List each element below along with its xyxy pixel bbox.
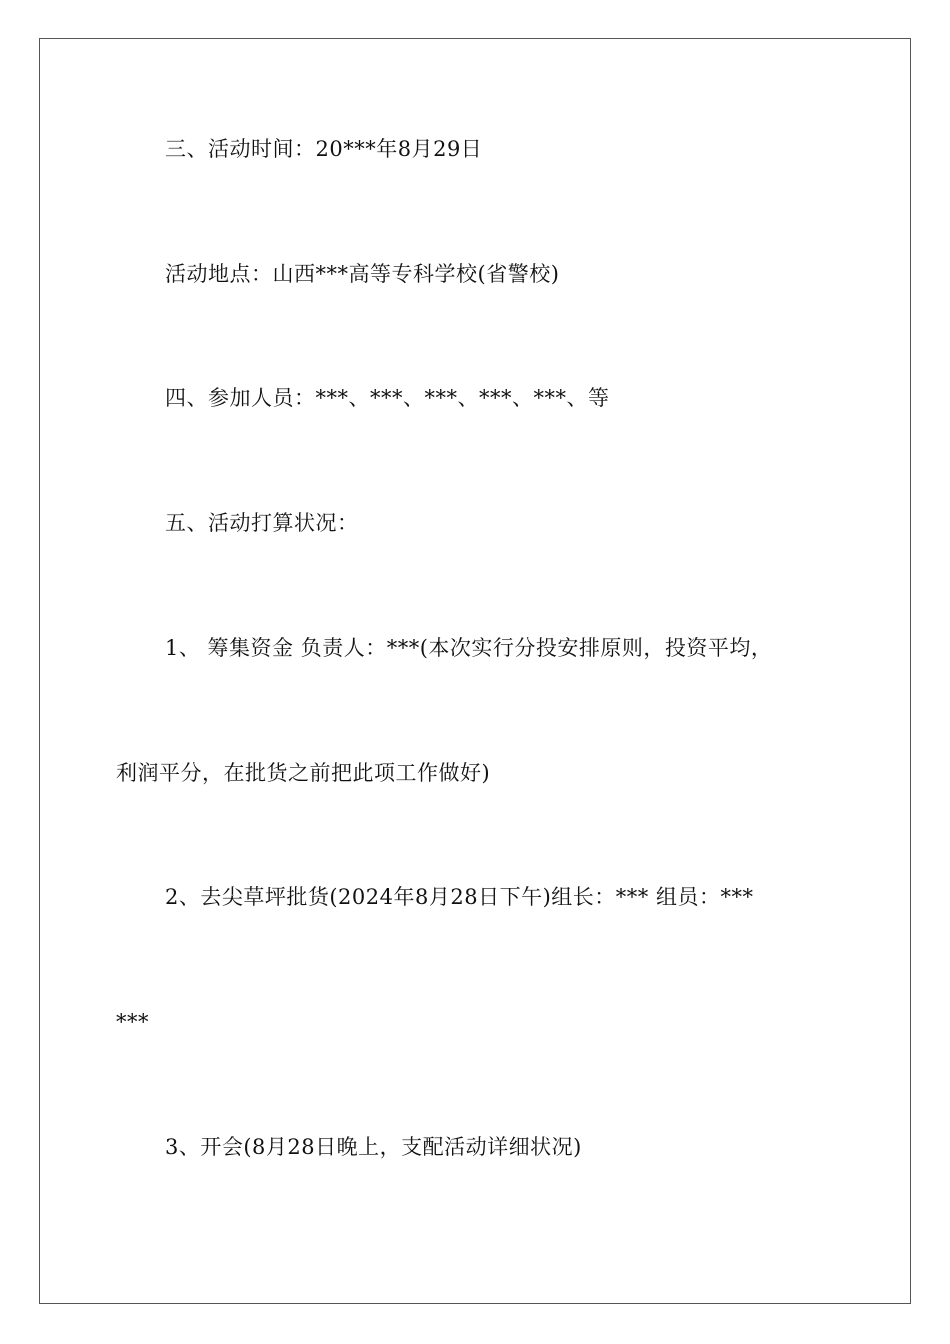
plan-item-1-continuation: 利润平分，在批货之前把此项工作做好) <box>116 761 491 785</box>
plan-item-2: 2、去尖草坪批货(2024年8月28日下午)组长：*** 组员：*** <box>165 885 754 909</box>
participants-line: 四、参加人员：***、***、***、***、***、等 <box>165 386 610 410</box>
plan-item-2-continuation: *** <box>116 1010 149 1034</box>
page-border <box>39 38 911 1304</box>
plan-item-3: 3、开会(8月28日晚上，支配活动详细状况) <box>165 1135 582 1159</box>
activity-location-line: 活动地点：山西***高等专科学校(省警校) <box>165 262 560 286</box>
activity-plan-heading: 五、活动打算状况： <box>165 511 359 535</box>
plan-item-1: 1、 筹集资金 负责人：***(本次实行分投安排原则，投资平均， <box>165 636 773 660</box>
activity-time-line: 三、活动时间：20***年8月29日 <box>165 137 483 161</box>
